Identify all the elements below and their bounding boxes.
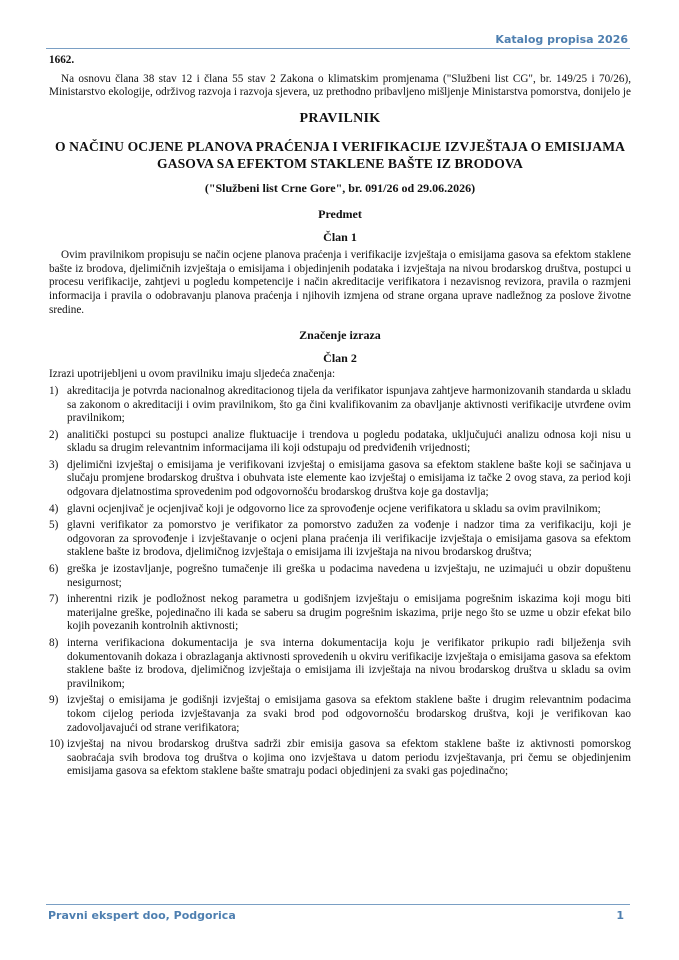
page-footer: [46, 904, 630, 925]
list-item: [49, 593, 631, 634]
section-heading-subject: Predmet: [318, 206, 362, 221]
article-1-text: Ovim pravilnikom propisuju se način ocjene planova praćenja i verifikacije izvještaja o emisijama gasova sa efektom staklene bašte iz brodova, djelimičnih izvještaja o emisijama i objedinjenih podataka i izvještaja na nivou brodarskog društva, postupci u procesu verifikacije, zahtjevi u pogledu kompetencije i način akreditacije verifikatora i nezavisnog revizora, pravila o razmjeni informacija i pravila o odobravanju planova praćenja i njihovih izmjena od strane organa uprave nadležnog za poslove životne sredine.: [49, 249, 631, 316]
item-text: inherentni rizik je podložnost nekog parametra u godišnjem izvještaju o emisijama pogrešnim iskazima koji mogu biti materijalne greške, pojedinačno ili kada se saberu sa drugim pogrešnim iskazima, prije nego što se uzme u obzir efekat bilo kojih povezanih kontrolnih aktivnosti;: [67, 593, 631, 633]
item-text: djelimični izvještaj o emisijama je verifikovani izvještaj o emisijama gasova sa efektom staklene bašte koji se sačinjava u slučaju promjene brodarskog društva i obuhvata iste elemente kao izvještaj o emisijama iz tačke 2 ovog stava, za period koji odgovara djelatnostima sprovedenim pod odgovornošću brodarskog društva koje ga dostavlja;: [67, 458, 631, 499]
item-number: 5): [49, 519, 59, 532]
page-number: 1: [616, 909, 624, 922]
item-text: akreditacija je potvrda nacionalnog akreditacionog tijela da verifikator ispunjava zahtjeve harmonizovanih standarda u skladu sa zakonom o akreditaciji i ovim pravilnikom, što ga čini kvalifikovanim za obavljanje aktivnosti verifikacije utvrđene ovim pravilnikom;: [67, 384, 631, 425]
page-header: [46, 28, 630, 49]
item-number: 8): [49, 637, 59, 649]
item-number: 4): [49, 502, 59, 515]
list-item: [49, 738, 631, 779]
item-text: glavni verifikator za pomorstvo je verifikator za pomorstvo zadužen za vođenje i nadzor tima za verifikaciju, koji je odgovoran za sprovođenje i izvještavanje o ocjeni plana praćenja ili verifikacije izvještaja o emisijama gasova sa efektom staklene bašte iz brodova, djelimičnog izvještaja o emisijama ili izvještaja na nivou brodarskog društva;: [67, 519, 631, 559]
item-number: 3): [49, 458, 59, 471]
item-text: glavni ocjenjivač je ocjenjivač koji je odgovorno lice za sprovođenje ocjene verifikatora u skladu sa ovim pravilnikom;: [67, 502, 601, 515]
gazette-reference: ("Službeni list Crne Gore", br. 091/26 od 29.06.2026): [204, 181, 476, 196]
item-number: 10): [49, 738, 64, 751]
item-number: 1): [49, 384, 59, 397]
preamble: Na osnovu člana 38 stav 12 i člana 55 stav 2 Zakona o klimatskim promjenama ("Službeni list CG", br. 149/25 i 70/26), Ministarstvo ekologije, održivog razvoja i razvoja sjevera, uz prethodno pribavljeno mišljenje Ministarstva pomorstva, donijelo je: [49, 72, 631, 99]
definitions-list: [49, 385, 631, 779]
document-title: O NAČINU OCJENE PLANOVA PRAĆENJA I VERIFIKACIJE IZVJEŠTAJA O EMISIJAMA GASOVA SA EFEKTOM STAKLENE BAŠTE IZ BRODOVA: [54, 139, 626, 171]
item-text: greška je izostavljanje, pogrešno tumačenje ili greška u podacima navedena u izvještaju, ne uzimajući u obzir dopuštenu nesigurnost;: [67, 563, 631, 589]
item-number: 7): [49, 593, 59, 606]
item-number: 6): [49, 563, 59, 576]
list-item: [49, 459, 631, 500]
article-2-intro: Izrazi upotrijebljeni u ovom pravilniku imaju sljedeća značenja:: [49, 368, 336, 381]
list-item: [49, 694, 631, 735]
list-item: [49, 385, 631, 426]
item-text: analitički postupci su postupci analize fluktuacije i trendova u pogledu podataka, uključujući analizu odnosa koji nisu u skladu sa drugim relevantnim informacijama ili koji odstupaju od predviđenih vrijednosti;: [67, 428, 631, 455]
item-number: 2): [49, 428, 59, 441]
list-item: [49, 429, 631, 456]
item-text: interna verifikaciona dokumentacija je sva interna dokumentacija koju je verifikator prikupio radi bilježenja svih dokumentovanih dokaza i obrazlaganja aktivnosti sprovedenih u okviru verifikacije izvještaja o emisijama gasova sa efektom staklene bašte iz brodova, djelimičnog izvještaja o emisijama ili izvještaja na nivou brodarskog društva u skladu sa ovim pravilnikom;: [67, 637, 631, 690]
list-item: [49, 503, 631, 517]
list-item: [49, 519, 631, 560]
article-2-heading: Član 2: [323, 350, 357, 365]
document-heading: PRAVILNIK: [299, 110, 381, 126]
list-item: [49, 637, 631, 691]
publisher-name: Pravni ekspert doo, Podgorica: [48, 909, 236, 922]
article-1-heading: Član 1: [323, 229, 357, 244]
item-text: izvještaj o emisijama je godišnji izvještaj o emisijama gasova sa efektom staklene bašte i drugim relevantnim podacima tokom cijelog perioda izvještavanja za svaki brod pod odgovornošću brodarskog društva, koji je verifikovan kao zadovoljavajući od strane verifikatora;: [67, 694, 631, 734]
list-item: [49, 563, 631, 590]
catalog-title: Katalog propisa 2026: [495, 33, 628, 46]
section-heading-definitions: Značenje izraza: [299, 328, 381, 343]
document-body: [49, 54, 631, 779]
item-number: 9): [49, 694, 59, 707]
item-text: izvještaj na nivou brodarskog društva sadrži zbir emisija gasova sa efektom staklene bašte iz aktivnosti pomorskog saobraćaja svih brodova tog društva o kojima ono izvještava u datom periodu izvještavanja, pri čemu se objedinjenim emisijama gasova sa efektom staklene bašte smatraju podaci objedinjeni za svaki gas pojedinačno;: [67, 738, 631, 778]
document-number: 1662.: [49, 54, 75, 66]
